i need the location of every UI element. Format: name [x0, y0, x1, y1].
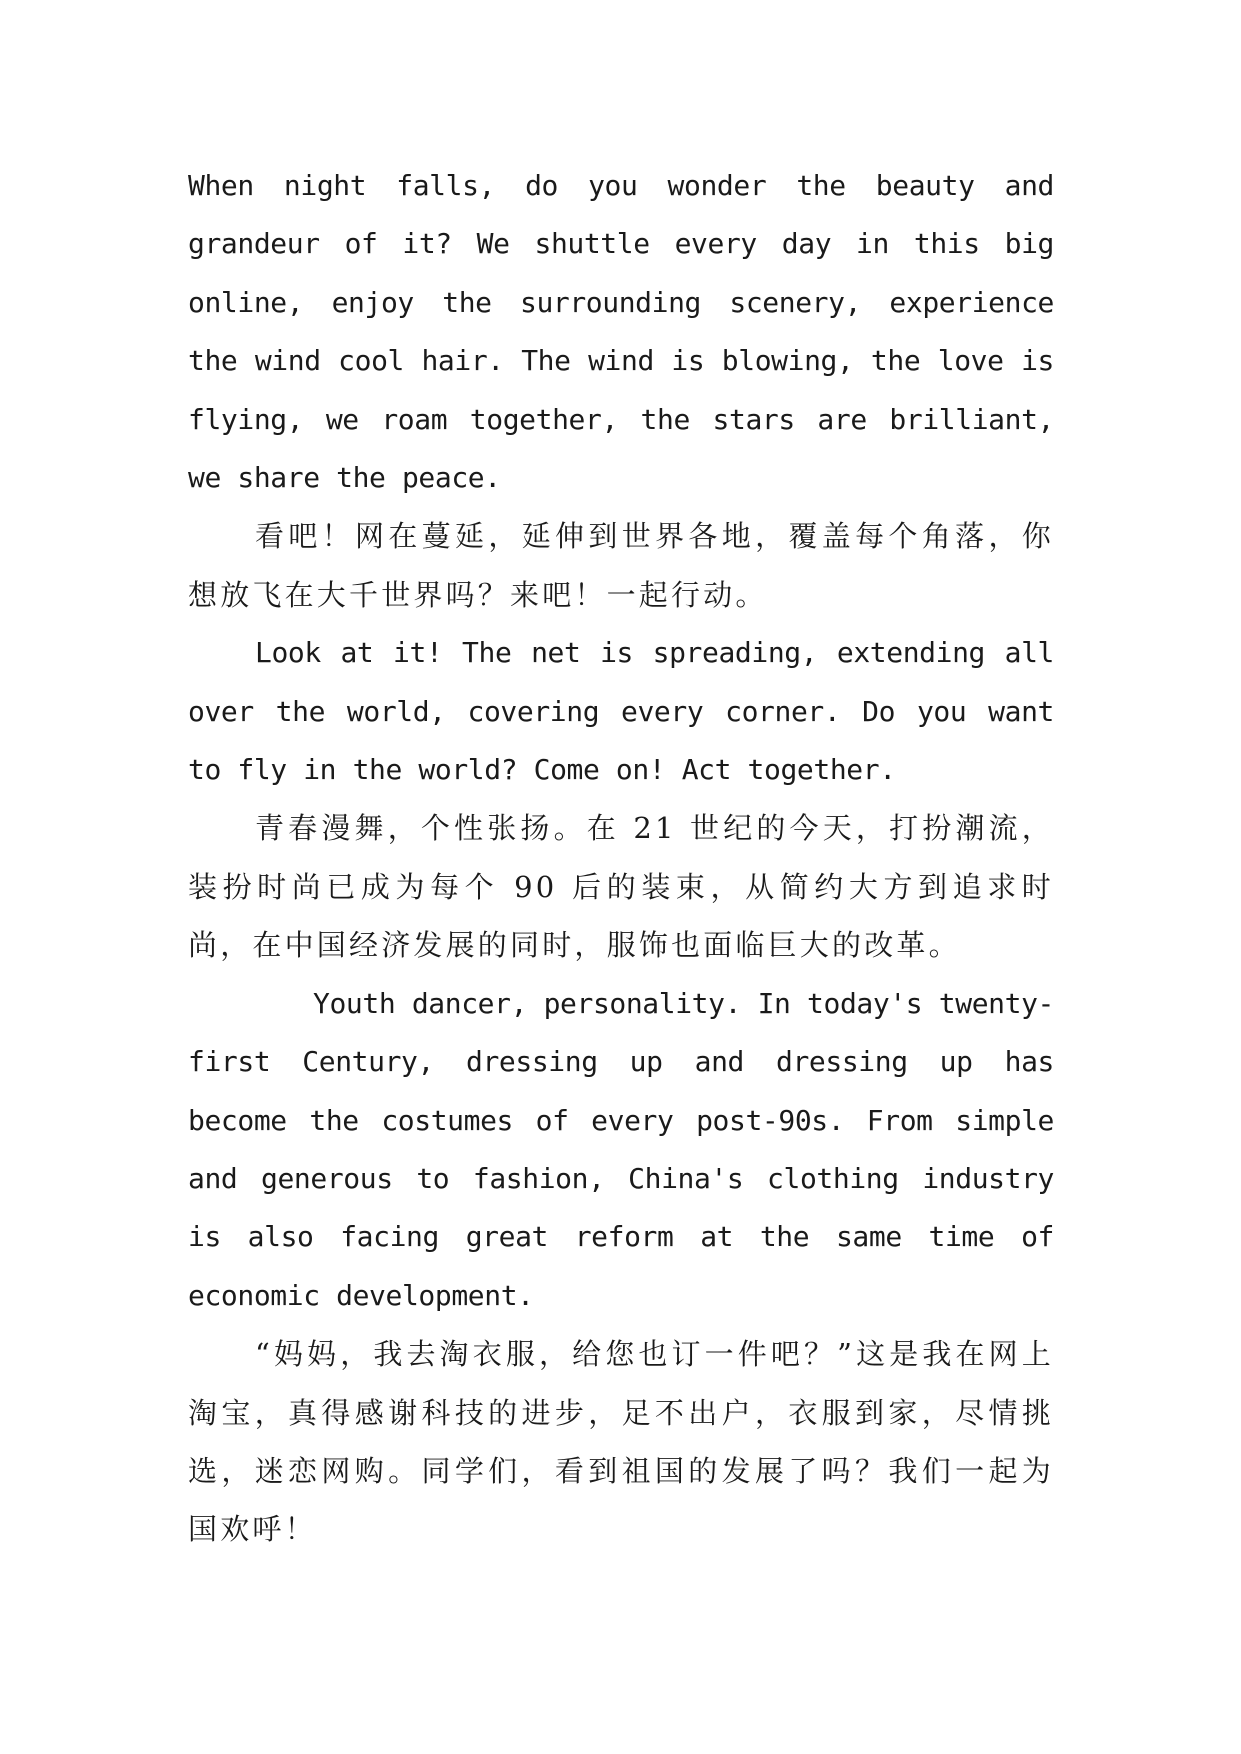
paragraph-en-net: Look at it! The net is spreading, extending all over the world, covering every corner. Do you want to fly in the world? Come on! Act together. [188, 636, 1054, 787]
paragraph-zh-shopping: “妈妈，我去淘衣服，给您也订一件吧？”这是我在网上淘宝，真得感谢科技的进步，足不出户，衣服到家，尽情挑选，迷恋网购。同学们，看到祖国的发展了吗？我们一起为国欢呼！ [188, 1337, 1054, 1547]
paragraph-zh-youth: 青春漫舞，个性张扬。在 21 世纪的今天，打扮潮流，装扮时尚已成为每个 90 后的装束，从简约大方到追求时尚，在中国经济发展的同时，服饰也面临巨大的改革。 [188, 811, 1054, 963]
document-body [188, 157, 1054, 1559]
paragraph-en-youth: Youth dancer, personality. In today's twenty-first Century, dressing up and dressing up has become the costumes of every post-90s. From simple and generous to fashion, China's clothing industry is also facing great reform at the same time of economic development. [188, 986, 1054, 1312]
paragraph-en-night: When night falls, do you wonder the beauty and grandeur of it? We shuttle every day in this big online, enjoy the surrounding scenery, experience the wind cool hair. The wind is blowing, the love is flying, we roam together, the stars are brilliant, we share the peace. [188, 169, 1054, 495]
paragraph-zh-net: 看吧！网在蔓延，延伸到世界各地，覆盖每个角落，你想放飞在大千世界吗？来吧！一起行动。 [188, 519, 1054, 612]
